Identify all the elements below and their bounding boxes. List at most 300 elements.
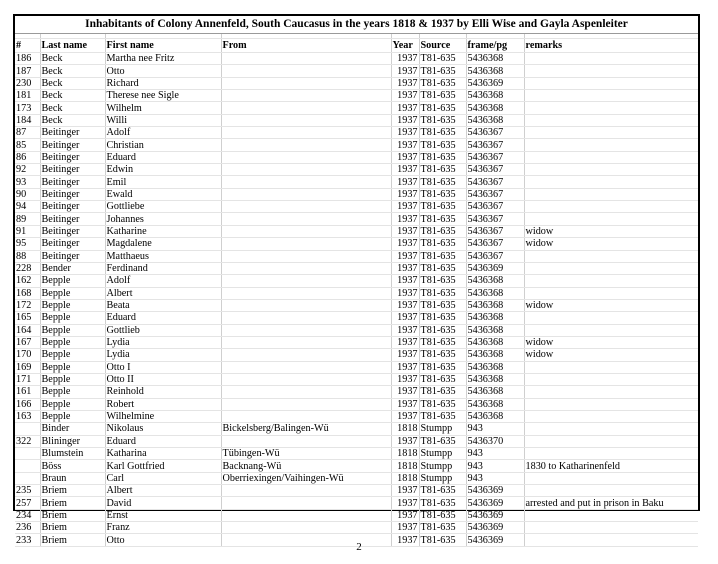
cell-source: T81-635 [419, 77, 466, 89]
cell-number: 171 [15, 373, 40, 385]
cell-year: 1937 [391, 386, 419, 398]
cell-first-name: Albert [105, 287, 221, 299]
cell-first-name: Beata [105, 299, 221, 311]
cell-first-name: Gottliebe [105, 201, 221, 213]
cell-first-name: Franz [105, 522, 221, 534]
table-row [15, 225, 698, 237]
cell-last-name: Bepple [40, 361, 105, 373]
cell-source: Stumpp [419, 448, 466, 460]
table-row [15, 349, 698, 361]
table-row [15, 497, 698, 509]
cell-last-name: Böss [40, 460, 105, 472]
cell-year: 1937 [391, 534, 419, 546]
cell-from [221, 410, 391, 422]
cell-remarks: widow [524, 349, 698, 361]
cell-year: 1937 [391, 164, 419, 176]
cell-frame-pg: 5436368 [466, 349, 524, 361]
cell-year: 1937 [391, 497, 419, 509]
cell-last-name: Beitinger [40, 250, 105, 262]
cell-last-name: Beck [40, 53, 105, 65]
table-row [15, 299, 698, 311]
cell-source: T81-635 [419, 151, 466, 163]
cell-first-name: Matthaeus [105, 250, 221, 262]
cell-number: 94 [15, 201, 40, 213]
cell-year: 1937 [391, 262, 419, 274]
cell-source: T81-635 [419, 410, 466, 422]
cell-number: 95 [15, 238, 40, 250]
cell-number: 92 [15, 164, 40, 176]
cell-first-name: Katharine [105, 225, 221, 237]
cell-first-name: Otto I [105, 361, 221, 373]
cell-frame-pg: 5436367 [466, 127, 524, 139]
cell-source: T81-635 [419, 312, 466, 324]
cell-first-name: Adolf [105, 275, 221, 287]
cell-first-name: Robert [105, 398, 221, 410]
cell-source: T81-635 [419, 522, 466, 534]
table-row [15, 423, 698, 435]
cell-first-name: Eduard [105, 151, 221, 163]
cell-first-name: Eduard [105, 312, 221, 324]
cell-source: T81-635 [419, 435, 466, 447]
cell-remarks [524, 361, 698, 373]
cell-source: T81-635 [419, 373, 466, 385]
table-row [15, 90, 698, 102]
col-header-last-name: Last name [40, 39, 105, 53]
cell-from [221, 262, 391, 274]
cell-last-name: Beitinger [40, 238, 105, 250]
cell-number: 234 [15, 509, 40, 521]
table-row [15, 324, 698, 336]
cell-last-name: Briem [40, 522, 105, 534]
cell-from [221, 176, 391, 188]
cell-from [221, 65, 391, 77]
table-row [15, 139, 698, 151]
cell-frame-pg: 5436367 [466, 151, 524, 163]
cell-from [221, 53, 391, 65]
cell-year: 1937 [391, 65, 419, 77]
cell-remarks [524, 53, 698, 65]
table-row [15, 102, 698, 114]
cell-frame-pg: 5436369 [466, 534, 524, 546]
cell-year: 1937 [391, 509, 419, 521]
cell-frame-pg: 5436368 [466, 398, 524, 410]
cell-number: 90 [15, 188, 40, 200]
cell-frame-pg: 5436369 [466, 522, 524, 534]
cell-year: 1937 [391, 102, 419, 114]
cell-last-name: Bender [40, 262, 105, 274]
cell-from [221, 139, 391, 151]
cell-from [221, 213, 391, 225]
cell-from [221, 373, 391, 385]
cell-first-name: Therese nee Sigle [105, 90, 221, 102]
cell-frame-pg: 5436368 [466, 114, 524, 126]
table-row [15, 509, 698, 521]
cell-frame-pg: 5436368 [466, 410, 524, 422]
cell-year: 1937 [391, 188, 419, 200]
cell-last-name: Bepple [40, 349, 105, 361]
cell-last-name: Briem [40, 497, 105, 509]
cell-year: 1818 [391, 460, 419, 472]
table-row [15, 410, 698, 422]
cell-last-name: Bepple [40, 287, 105, 299]
cell-remarks [524, 398, 698, 410]
cell-remarks [524, 410, 698, 422]
cell-remarks [524, 90, 698, 102]
table-row [15, 312, 698, 324]
cell-first-name: Richard [105, 77, 221, 89]
cell-last-name: Beck [40, 77, 105, 89]
cell-number: 186 [15, 53, 40, 65]
cell-from [221, 386, 391, 398]
cell-remarks: widow [524, 238, 698, 250]
cell-last-name: Beck [40, 65, 105, 77]
cell-last-name: Beck [40, 102, 105, 114]
cell-frame-pg: 943 [466, 460, 524, 472]
cell-frame-pg: 943 [466, 448, 524, 460]
table-row [15, 435, 698, 447]
cell-frame-pg: 5436370 [466, 435, 524, 447]
table-row [15, 522, 698, 534]
col-header-frame-pg: frame/pg [466, 39, 524, 53]
cell-first-name: Willi [105, 114, 221, 126]
cell-source: T81-635 [419, 398, 466, 410]
cell-first-name: Eduard [105, 435, 221, 447]
cell-source: T81-635 [419, 287, 466, 299]
table-row [15, 151, 698, 163]
cell-last-name: Beck [40, 90, 105, 102]
cell-remarks [524, 262, 698, 274]
cell-from [221, 90, 391, 102]
cell-remarks [524, 164, 698, 176]
table-row [15, 460, 698, 472]
cell-source: T81-635 [419, 324, 466, 336]
cell-frame-pg: 5436368 [466, 361, 524, 373]
cell-number: 322 [15, 435, 40, 447]
cell-remarks: 1830 to Katharinenfeld [524, 460, 698, 472]
cell-remarks [524, 102, 698, 114]
cell-remarks: arrested and put in prison in Baku [524, 497, 698, 509]
spreadsheet-page [13, 14, 700, 546]
cell-last-name: Beitinger [40, 151, 105, 163]
cell-from [221, 361, 391, 373]
cell-frame-pg: 5436367 [466, 176, 524, 188]
cell-last-name: Bepple [40, 312, 105, 324]
table-row [15, 176, 698, 188]
cell-from [221, 151, 391, 163]
cell-number: 87 [15, 127, 40, 139]
col-header-remarks: remarks [524, 39, 698, 53]
cell-source: T81-635 [419, 201, 466, 213]
cell-from [221, 77, 391, 89]
cell-remarks [524, 127, 698, 139]
cell-last-name: Bepple [40, 410, 105, 422]
cell-year: 1937 [391, 522, 419, 534]
cell-remarks [524, 287, 698, 299]
cell-from [221, 250, 391, 262]
cell-last-name: Briem [40, 485, 105, 497]
cell-number: 167 [15, 336, 40, 348]
cell-number: 93 [15, 176, 40, 188]
cell-from: Bickelsberg/Balingen-Wü [221, 423, 391, 435]
cell-first-name: Otto II [105, 373, 221, 385]
cell-from [221, 275, 391, 287]
cell-last-name: Beitinger [40, 139, 105, 151]
cell-last-name: Bepple [40, 398, 105, 410]
cell-frame-pg: 5436367 [466, 213, 524, 225]
cell-last-name: Bepple [40, 324, 105, 336]
cell-first-name: Ernst [105, 509, 221, 521]
cell-source: T81-635 [419, 361, 466, 373]
cell-year: 1937 [391, 201, 419, 213]
cell-number: 184 [15, 114, 40, 126]
cell-frame-pg: 5436368 [466, 324, 524, 336]
cell-year: 1818 [391, 472, 419, 484]
cell-year: 1937 [391, 324, 419, 336]
cell-frame-pg: 5436369 [466, 262, 524, 274]
cell-frame-pg: 943 [466, 423, 524, 435]
cell-year: 1937 [391, 225, 419, 237]
cell-number: 233 [15, 534, 40, 546]
cell-from [221, 201, 391, 213]
cell-source: Stumpp [419, 423, 466, 435]
cell-source: T81-635 [419, 509, 466, 521]
table-row [15, 114, 698, 126]
cell-source: T81-635 [419, 90, 466, 102]
cell-last-name: Binder [40, 423, 105, 435]
cell-source: T81-635 [419, 250, 466, 262]
cell-first-name: Edwin [105, 164, 221, 176]
cell-from [221, 188, 391, 200]
cell-remarks [524, 114, 698, 126]
cell-last-name: Blumstein [40, 448, 105, 460]
cell-year: 1937 [391, 77, 419, 89]
cell-source: T81-635 [419, 213, 466, 225]
cell-remarks [524, 139, 698, 151]
cell-year: 1937 [391, 361, 419, 373]
cell-first-name: Johannes [105, 213, 221, 225]
col-header-number: # [15, 39, 40, 53]
cell-number: 257 [15, 497, 40, 509]
cell-first-name: Martha nee Fritz [105, 53, 221, 65]
cell-source: T81-635 [419, 114, 466, 126]
cell-source: T81-635 [419, 176, 466, 188]
cell-last-name: Bepple [40, 275, 105, 287]
cell-year: 1937 [391, 238, 419, 250]
cell-first-name: Lydia [105, 336, 221, 348]
cell-first-name: Lydia [105, 349, 221, 361]
cell-from [221, 398, 391, 410]
cell-number: 86 [15, 151, 40, 163]
cell-first-name: Magdalene [105, 238, 221, 250]
cell-first-name: Emil [105, 176, 221, 188]
cell-first-name: Otto [105, 65, 221, 77]
cell-remarks [524, 312, 698, 324]
table-row [15, 201, 698, 213]
cell-year: 1818 [391, 448, 419, 460]
cell-remarks [524, 373, 698, 385]
cell-from [221, 238, 391, 250]
cell-from [221, 336, 391, 348]
cell-frame-pg: 5436367 [466, 188, 524, 200]
cell-remarks [524, 77, 698, 89]
cell-from [221, 287, 391, 299]
table-body [15, 34, 698, 546]
cell-remarks [524, 188, 698, 200]
table-row [15, 361, 698, 373]
cell-number: 173 [15, 102, 40, 114]
cell-last-name: Braun [40, 472, 105, 484]
header-row [15, 39, 698, 53]
cell-last-name: Beitinger [40, 201, 105, 213]
cell-last-name: Briem [40, 509, 105, 521]
cell-source: T81-635 [419, 225, 466, 237]
cell-number [15, 448, 40, 460]
cell-source: T81-635 [419, 102, 466, 114]
cell-source: T81-635 [419, 238, 466, 250]
cell-year: 1818 [391, 423, 419, 435]
cell-remarks [524, 522, 698, 534]
cell-source: T81-635 [419, 65, 466, 77]
cell-remarks [524, 423, 698, 435]
cell-remarks [524, 448, 698, 460]
cell-remarks [524, 275, 698, 287]
table-row [15, 472, 698, 484]
cell-frame-pg: 5436367 [466, 201, 524, 213]
table-row [15, 238, 698, 250]
cell-number: 230 [15, 77, 40, 89]
cell-first-name: Albert [105, 485, 221, 497]
cell-first-name: Carl [105, 472, 221, 484]
cell-frame-pg: 5436368 [466, 386, 524, 398]
table-row [15, 127, 698, 139]
cell-number: 88 [15, 250, 40, 262]
cell-last-name: Bepple [40, 336, 105, 348]
cell-frame-pg: 5436367 [466, 238, 524, 250]
cell-source: T81-635 [419, 336, 466, 348]
cell-from [221, 324, 391, 336]
cell-year: 1937 [391, 312, 419, 324]
cell-frame-pg: 5436369 [466, 77, 524, 89]
inhabitants-table [15, 34, 698, 547]
cell-frame-pg: 5436368 [466, 336, 524, 348]
cell-frame-pg: 5436367 [466, 250, 524, 262]
cell-number: 91 [15, 225, 40, 237]
page-title: Inhabitants of Colony Annenfeld, South Caucasus in the years 1818 & 1937 by Elli Wise and Gayla Aspenleiter [15, 16, 698, 34]
cell-from [221, 485, 391, 497]
cell-source: T81-635 [419, 497, 466, 509]
cell-last-name: Beitinger [40, 188, 105, 200]
cell-year: 1937 [391, 176, 419, 188]
table-row [15, 398, 698, 410]
cell-last-name: Beitinger [40, 127, 105, 139]
table-row [15, 373, 698, 385]
cell-remarks [524, 509, 698, 521]
cell-year: 1937 [391, 373, 419, 385]
cell-year: 1937 [391, 485, 419, 497]
cell-frame-pg: 5436368 [466, 90, 524, 102]
cell-year: 1937 [391, 139, 419, 151]
cell-number [15, 423, 40, 435]
cell-source: T81-635 [419, 139, 466, 151]
cell-number: 228 [15, 262, 40, 274]
cell-number: 161 [15, 386, 40, 398]
cell-from [221, 114, 391, 126]
cell-source: T81-635 [419, 485, 466, 497]
cell-first-name: Gottlieb [105, 324, 221, 336]
cell-year: 1937 [391, 90, 419, 102]
cell-remarks [524, 151, 698, 163]
col-header-year: Year [391, 39, 419, 53]
col-header-source: Source [419, 39, 466, 53]
cell-last-name: Bepple [40, 373, 105, 385]
cell-source: T81-635 [419, 262, 466, 274]
cell-first-name: Wilhelm [105, 102, 221, 114]
cell-last-name: Briem [40, 534, 105, 546]
cell-from [221, 497, 391, 509]
cell-frame-pg: 5436369 [466, 485, 524, 497]
cell-source: T81-635 [419, 349, 466, 361]
cell-year: 1937 [391, 299, 419, 311]
cell-first-name: Ferdinand [105, 262, 221, 274]
cell-first-name: Christian [105, 139, 221, 151]
cell-frame-pg: 5436368 [466, 299, 524, 311]
table-row [15, 386, 698, 398]
cell-number: 162 [15, 275, 40, 287]
cell-from: Tübingen-Wü [221, 448, 391, 460]
cell-from [221, 312, 391, 324]
cell-remarks [524, 435, 698, 447]
cell-number: 85 [15, 139, 40, 151]
col-header-first-name: First name [105, 39, 221, 53]
cell-remarks [524, 386, 698, 398]
cell-year: 1937 [391, 336, 419, 348]
cell-from: Oberriexingen/Vaihingen-Wü [221, 472, 391, 484]
table-row [15, 188, 698, 200]
cell-last-name: Beck [40, 114, 105, 126]
cell-remarks: widow [524, 299, 698, 311]
cell-remarks [524, 324, 698, 336]
cell-frame-pg: 5436368 [466, 312, 524, 324]
cell-last-name: Blininger [40, 435, 105, 447]
cell-frame-pg: 5436368 [466, 373, 524, 385]
page-number: 2 [356, 541, 362, 553]
cell-number [15, 460, 40, 472]
cell-source: T81-635 [419, 127, 466, 139]
cell-remarks [524, 201, 698, 213]
cell-last-name: Beitinger [40, 213, 105, 225]
cell-source: Stumpp [419, 472, 466, 484]
col-header-from: From [221, 39, 391, 53]
table-row [15, 336, 698, 348]
cell-frame-pg: 5436367 [466, 139, 524, 151]
cell-year: 1937 [391, 435, 419, 447]
cell-source: T81-635 [419, 188, 466, 200]
cell-frame-pg: 5436368 [466, 287, 524, 299]
cell-source: T81-635 [419, 53, 466, 65]
cell-remarks [524, 472, 698, 484]
cell-from: Backnang-Wü [221, 460, 391, 472]
cell-from [221, 522, 391, 534]
table-row [15, 262, 698, 274]
cell-from [221, 349, 391, 361]
cell-frame-pg: 5436367 [466, 164, 524, 176]
cell-remarks: widow [524, 336, 698, 348]
cell-remarks [524, 485, 698, 497]
table-row [15, 53, 698, 65]
cell-number: 165 [15, 312, 40, 324]
cell-frame-pg: 5436368 [466, 65, 524, 77]
cell-from [221, 127, 391, 139]
